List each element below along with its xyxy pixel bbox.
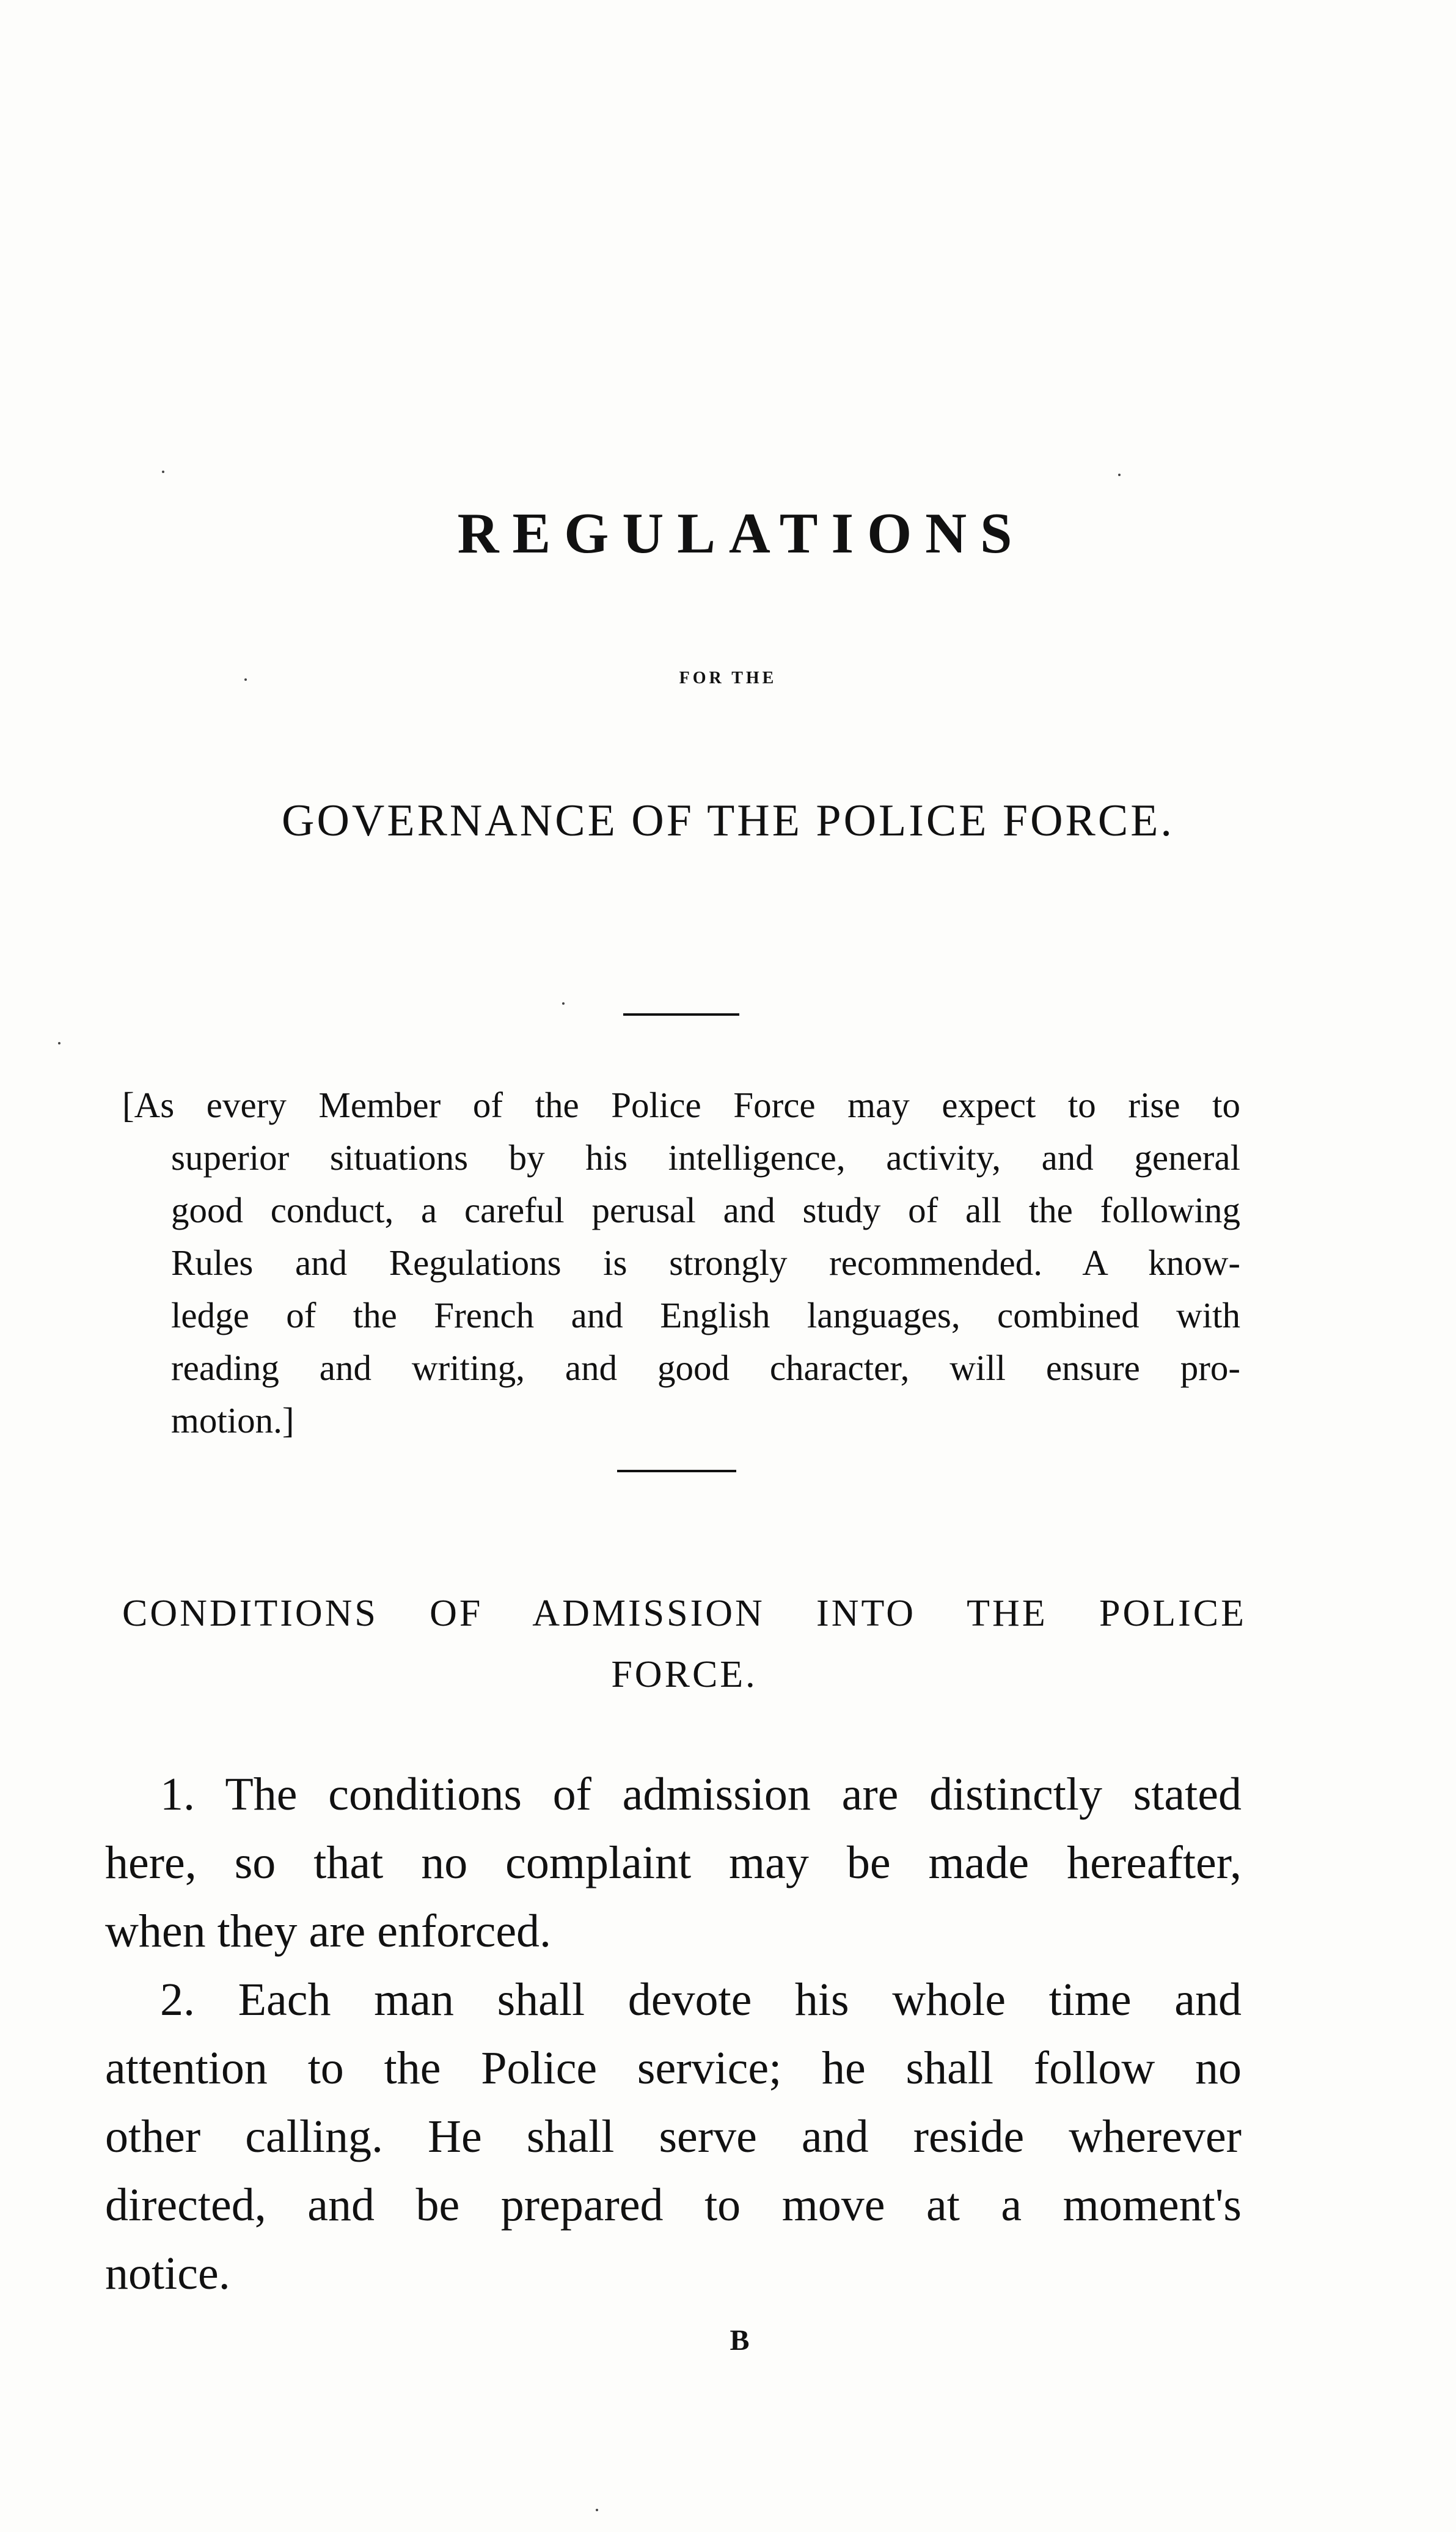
divider-rule-top bbox=[623, 1013, 739, 1016]
preface-line: superior situations by his intelligence, activity, and general bbox=[171, 1137, 1240, 1178]
page-subtitle: GOVERNANCE OF THE POLICE FORCE. bbox=[282, 796, 1174, 846]
paper-speck bbox=[1118, 474, 1121, 476]
body-line: directed, and be prepared to move at a moment's bbox=[105, 2179, 1242, 2231]
preface-line: motion.] bbox=[171, 1400, 294, 1440]
paper-speck bbox=[596, 2509, 598, 2511]
preface-paragraph bbox=[122, 1079, 1240, 1447]
preface-line: reading and writing, and good character, will ensure pro- bbox=[171, 1348, 1240, 1388]
preface-line: [As every Member of the Police Force may expect to rise to bbox=[122, 1085, 1240, 1125]
body-line: 1. The conditions of admission are distinctly stated bbox=[160, 1769, 1242, 1820]
preface-line: Rules and Regulations is strongly recommended. A know- bbox=[171, 1242, 1240, 1283]
paper-speck bbox=[562, 1002, 565, 1005]
body-paragraphs bbox=[105, 1760, 1242, 2308]
body-line: here, so that no complaint may be made hereafter, bbox=[105, 1837, 1242, 1888]
paper-speck bbox=[162, 471, 164, 473]
paper-speck bbox=[58, 1042, 60, 1044]
body-line: notice. bbox=[105, 2248, 230, 2299]
section-heading-line: FORCE. bbox=[611, 1654, 758, 1695]
divider-rule-bottom bbox=[617, 1470, 736, 1472]
section-heading bbox=[122, 1583, 1246, 1705]
section-heading-line: CONDITIONS OF ADMISSION INTO THE POLICE bbox=[122, 1593, 1246, 1634]
page-title: REGULATIONS bbox=[457, 502, 1026, 565]
for-the-label: FOR THE bbox=[679, 669, 777, 688]
body-line: attention to the Police service; he shall follow no bbox=[105, 2042, 1242, 2094]
paper-speck bbox=[244, 678, 247, 681]
body-line: when they are enforced. bbox=[105, 1906, 552, 1957]
signature-mark: B bbox=[730, 2324, 751, 2357]
preface-line: ledge of the French and English languages, combined with bbox=[171, 1295, 1240, 1335]
preface-line: good conduct, a careful perusal and study of all the following bbox=[171, 1190, 1240, 1230]
body-line: 2. Each man shall devote his whole time and bbox=[160, 1974, 1242, 2025]
body-line: other calling. He shall serve and reside wherever bbox=[105, 2111, 1242, 2162]
